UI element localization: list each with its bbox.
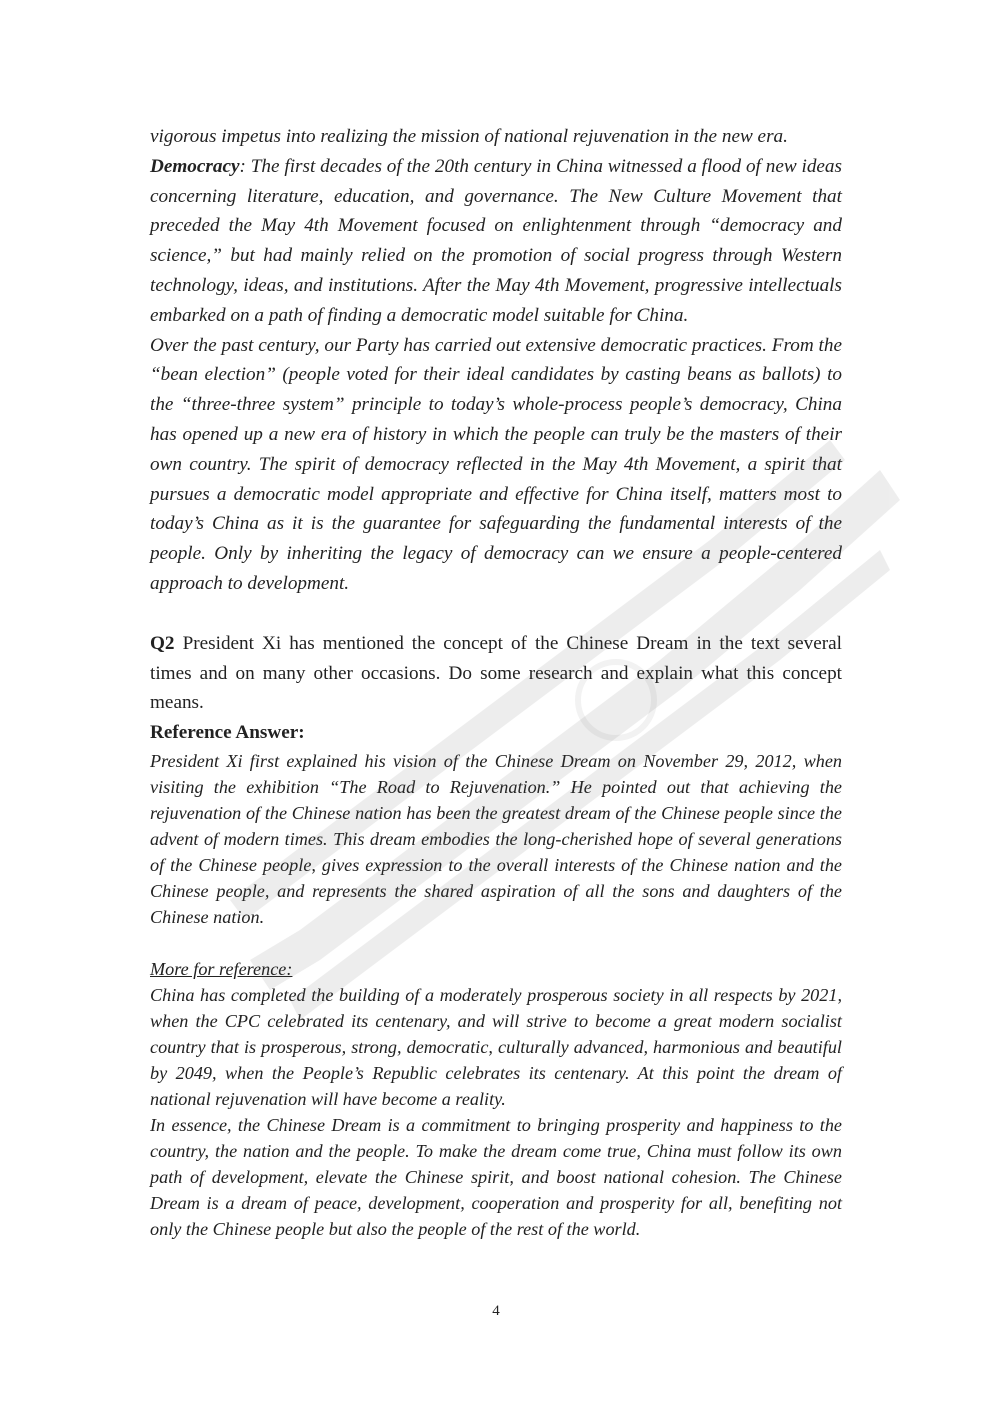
spacer: [150, 930, 842, 956]
more-reference-paragraph-2: In essence, the Chinese Dream is a commitment to bringing prosperity and happiness to the country, the nation and the people. To make the dream come true, China must follow its own path of development, elevate the Chinese spirit, and boost national cohesion. The Chinese Dream is a dream of peace, development, cooperation and prosperity for all, benefiting not only the Chinese people but also the people of the rest of the world.: [150, 1114, 842, 1239]
reference-answer-text: President Xi first explained his vision of the Chinese Dream on November 29, 2012, when visiting the exhibition “The Road to Rejuvenation.” He pointed out that achieving the rejuvenation of the Chinese nation has been the greatest dream of the Chinese people since the advent of modern times. This dream embodies the long-cherished hope of several generations of the Chinese people, gives expression to the overall interests of the Chinese nation and the Chinese people, and represents the shared aspiration of all the sons and daughters of the Chinese nation.: [150, 750, 842, 927]
democracy-term: Democracy: [150, 155, 240, 177]
spacer: [150, 599, 842, 629]
question-text: President Xi has mentioned the concept of the Chinese Dream in the text several times and on many other occasions. Do some research and explain what this concept means.: [150, 632, 843, 714]
more-reference-paragraph-1: China has completed the building of a moderately prosperous society in all respects by 2021, when the CPC celebrated its centenary, and will strive to become a great modern socialist country that is prosperous, strong, democratic, culturally advanced, harmonious and beautiful by 2049, when the People’s Republic celebrates its centenary. At this point the dream of national rejuvenation will have become a reality.: [150, 984, 842, 1109]
paragraph-party-practices: Over the past century, our Party has carried out extensive democratic practices. From the “bean election” (people voted for their ideal candidates by casting beans as ballots) to the “three-three system” principle to today’s whole-process people’s democracy, China has opened up a new era of history in which the people can truly be the masters of their own country. The spirit of democracy reflected in the May 4th Movement, a spirit that pursues a democratic model appropriate and effective for China itself, matters most to today’s China as it is the guarantee for safeguarding the fundamental interests of the people. Only by inheriting the legacy of democracy can we ensure a people-centered approach to development.: [150, 334, 842, 594]
question-label: Q2: [150, 632, 175, 654]
paragraph-continuation: vigorous impetus into realizing the mission of national rejuvenation in the new era.: [150, 126, 788, 147]
document-page: [150, 122, 842, 1242]
page-number: 4: [492, 1303, 500, 1319]
paragraph-democracy: [150, 152, 842, 331]
more-reference-heading: More for reference:: [150, 958, 293, 979]
reference-answer-heading: Reference Answer:: [150, 722, 305, 744]
question-q2: [150, 629, 842, 718]
democracy-text: : The first decades of the 20th century in China witnessed a flood of new ideas concerning literature, education, and governance. The New Culture Movement that preceded the May 4th Movement focused on enlightenment through “democracy and science,” but had mainly relied on the promotion of social progress through Western technology, ideas, and institutions. After the May 4th Movement, progressive intellectuals embarked on a path of finding a democratic model suitable for China.: [150, 155, 842, 326]
